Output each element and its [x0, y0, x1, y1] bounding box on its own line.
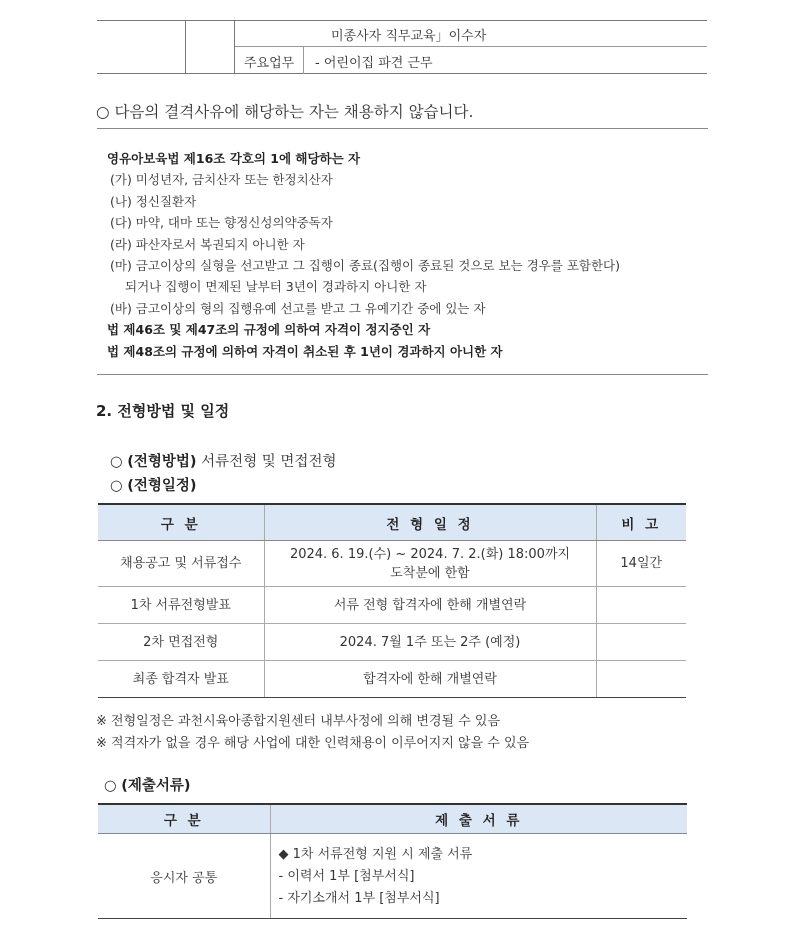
law-clause: 법 제48조의 규정에 의하여 자격이 취소된 후 1년이 경과하지 아니한 자 [107, 344, 503, 359]
row-category: 1차 서류전형발표 [98, 587, 264, 624]
table-line [303, 46, 304, 74]
bullet: ○ [104, 778, 117, 794]
row-category: 2차 면접전형 [98, 624, 264, 661]
schedule-table [98, 503, 686, 698]
table-line [185, 20, 186, 74]
row-note: 14일간 [596, 541, 686, 587]
disqualification-item: (마) 금고이상의 실형을 선고받고 그 집행이 종료(집행이 종료된 것으로 보는 경우를 포함한다) [110, 258, 620, 273]
header-category: 구 분 [98, 504, 264, 541]
schedule-note: ※ 전형일정은 과천시육아종합지원센터 내부사정에 의해 변경될 수 있음 [96, 714, 501, 729]
header-note: 비 고 [596, 504, 686, 541]
row-note [596, 624, 686, 661]
table-row [98, 587, 686, 624]
row-category: 최종 합격자 발표 [98, 661, 264, 698]
bullet: ○ [110, 478, 123, 494]
table-line [97, 20, 707, 21]
disqualification-item: (가) 미성년자, 금치산자 또는 한정치산자 [110, 172, 333, 187]
disqualification-item-continued: 되거나 집행이 면제된 날부터 3년이 경과하지 아니한 자 [125, 279, 427, 294]
row-note [596, 587, 686, 624]
schedule-line [110, 474, 197, 495]
duty-value: - 어린이집 파견 근무 [315, 56, 433, 71]
qualification-tail: 미종사자 직무교육」이수자 [331, 29, 487, 44]
row-category: 채용공고 및 서류접수 [98, 541, 264, 587]
header-documents: 제 출 서 류 [270, 804, 687, 834]
law-title: 영유아보육법 제16조 각호의 1에 해당하는 자 [107, 151, 361, 166]
divider [97, 128, 708, 129]
disqualification-item: (다) 마약, 대마 또는 향정신성의약중독자 [110, 215, 333, 230]
documents-line [104, 774, 191, 795]
table-line [235, 46, 707, 47]
header-category: 구 분 [98, 804, 270, 834]
table-line [234, 20, 235, 74]
row-documents [270, 834, 687, 919]
header-schedule: 전 형 일 정 [264, 504, 596, 541]
documents-table [98, 803, 687, 919]
documents-line-item: - 이력서 1부 [첨부서식] [278, 869, 415, 884]
method-line [110, 450, 336, 471]
row-category: 응시자 공통 [98, 834, 270, 919]
schedule-label: (전형일정) [127, 478, 197, 494]
table-header-row [98, 504, 686, 541]
section-title: 2. 전형방법 및 일정 [96, 402, 230, 420]
duty-label: 주요업무 [244, 56, 295, 71]
row-schedule [264, 541, 596, 587]
bullet: ○ [110, 454, 123, 470]
row-schedule: 합격자에 한해 개별연락 [264, 661, 596, 698]
schedule-line-1: 2024. 6. 19.(수) ~ 2024. 7. 2.(화) 18:00까지 [289, 546, 571, 562]
documents-line-item: ◆ 1차 서류전형 지원 시 제출 서류 [278, 847, 473, 862]
row-note [596, 661, 686, 698]
documents-label: (제출서류) [121, 778, 191, 794]
divider [97, 374, 708, 375]
table-header-row [98, 804, 687, 834]
disqualification-heading: ○ 다음의 결격사유에 해당하는 자는 채용하지 않습니다. [96, 103, 474, 121]
table-line [97, 73, 707, 74]
row-schedule: 서류 전형 합격자에 한해 개별연락 [264, 587, 596, 624]
law-clause: 법 제46조 및 제47조의 규정에 의하여 자격이 정지중인 자 [107, 322, 431, 337]
table-row [98, 541, 686, 587]
table-row [98, 624, 686, 661]
table-row [98, 661, 686, 698]
schedule-line-2: 도착분에 한함 [390, 565, 470, 581]
disqualification-item: (라) 파산자로서 복권되지 아니한 자 [110, 237, 305, 252]
method-value: 서류전형 및 면접전형 [201, 454, 337, 470]
schedule-note: ※ 적격자가 없을 경우 해당 사업에 대한 인력채용이 이루어지지 않을 수 있음 [96, 736, 530, 751]
top-table-fragment [97, 20, 707, 74]
table-row [98, 834, 687, 919]
disqualification-item: (나) 정신질환자 [110, 194, 197, 209]
documents-line-item: - 자기소개서 1부 [첨부서식] [278, 891, 440, 906]
method-label: (전형방법) [127, 454, 197, 470]
disqualification-item: (바) 금고이상의 형의 집행유예 선고를 받고 그 유예기간 중에 있는 자 [110, 301, 486, 316]
row-schedule: 2024. 7월 1주 또는 2주 (예정) [264, 624, 596, 661]
